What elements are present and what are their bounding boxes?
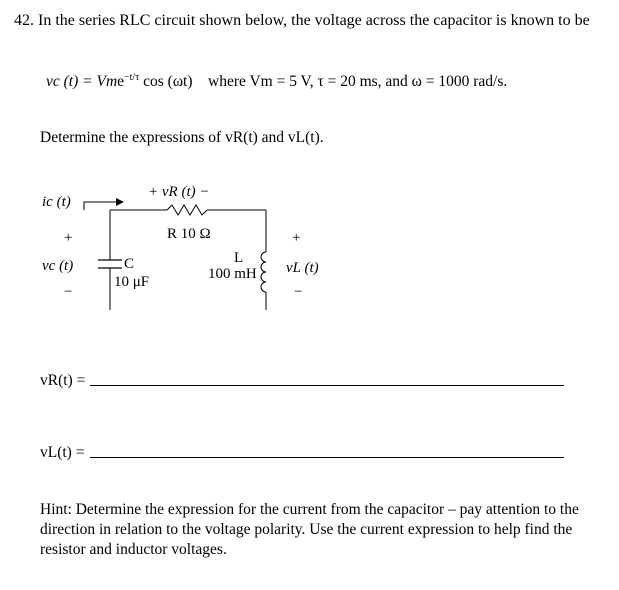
resistor-symbol [167, 205, 207, 215]
capacitor-voltage-plus: + [64, 230, 73, 246]
capacitor-letter: C [124, 256, 135, 272]
capacitor-voltage-equation: vc (t) = Vme$^{-t/\tau}$ cos (ωt) where Vm = 5 V, τ = 20 ms, and ω = 1000 rad/s. [46, 72, 508, 91]
inductor-voltage-minus: − [294, 284, 303, 300]
instruction-text: Determine the expressions of vR(t) and vL(t). [40, 129, 324, 146]
hint-text: Hint: Determine the expression for the current from the capacitor – pay attention to the direction in relation to the voltage polarity. Use the current expression to help find the resistor and inductor voltages. [40, 501, 579, 558]
current-arrow [84, 202, 118, 210]
equation-exponent: −t/τ [124, 72, 140, 83]
inductor-value: 100 mH [208, 266, 257, 282]
equation-where: where Vm = 5 V, τ = 20 ms, and ω = 1000 rad/s. [208, 73, 508, 91]
inductor-letter: L [234, 250, 244, 266]
current-arrowhead [116, 198, 124, 206]
current-label: ic (t) [42, 194, 71, 210]
inductor-voltage-label: vL (t) [286, 260, 319, 276]
capacitor-voltage-minus: − [64, 284, 73, 300]
inductor-voltage-plus: + [292, 230, 301, 246]
equation-cos: cos (ωt) [143, 73, 193, 91]
question-header [14, 12, 590, 30]
inductor-symbol [261, 252, 266, 292]
resistor-voltage-label: + vR (t) − [148, 184, 210, 200]
vl-answer-label: vL(t) = [40, 444, 85, 461]
equation-lhs: vc (t) = Vm [46, 73, 118, 91]
rlc-circuit-diagram [40, 180, 340, 310]
capacitor-value: 10 μF [114, 274, 150, 290]
vr-answer-label: vR(t) = [40, 372, 86, 389]
vl-answer-line[interactable] [90, 457, 564, 458]
question-text: In the series RLC circuit shown below, the voltage across the capacitor is known to be [38, 12, 590, 29]
resistor-label: R 10 Ω [167, 226, 211, 242]
question-number: 42. [14, 12, 34, 29]
vr-answer-line[interactable] [90, 385, 564, 386]
capacitor-voltage-label: vc (t) [42, 258, 74, 274]
